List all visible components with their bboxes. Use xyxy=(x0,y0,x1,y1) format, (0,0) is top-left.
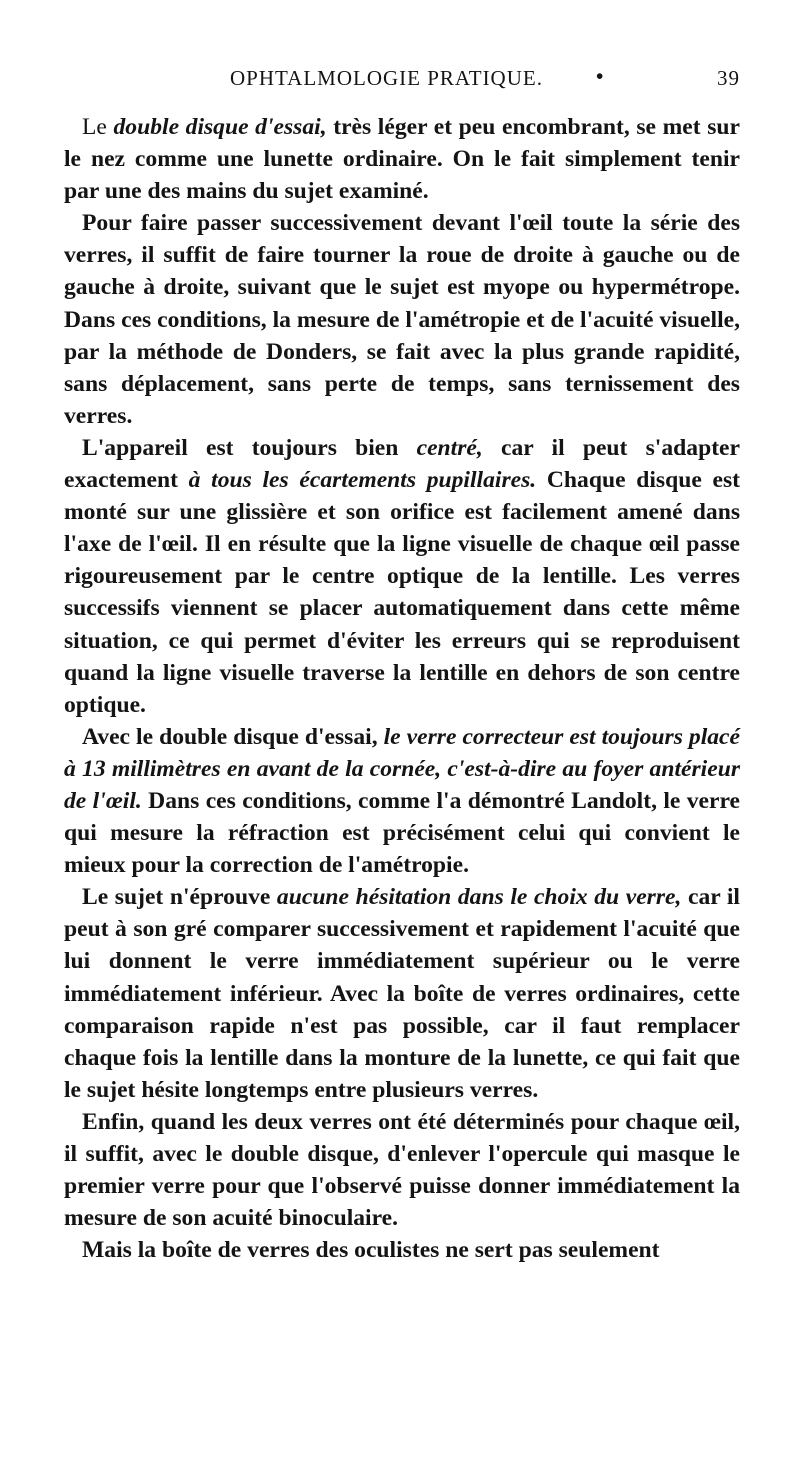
paragraph-3-emphasis-1: centré, xyxy=(416,434,483,461)
paragraph-2: Pour faire passer successivement devant l'œil toute la série des verres, il suffit de faire tourner la roue de droite à gauche ou de gauche à droite, suivant que le sujet est myope ou hypermétrope. Dans ces conditions, la mesure de l'amétropie et de l'acuité visuelle, par la méthode de Donders, se fait avec la plus grande rapidité, sans déplacement, sans perte de temps, sans ternissement des verres. xyxy=(64,210,740,429)
paragraph-4 xyxy=(64,721,740,881)
paragraph-5-rest: car il peut à son gré comparer successivement et rapidement l'acuité que lui donnent le verre immédiatement supérieur ou le verre immédiatement inférieur. Avec la boîte de verres ordinaires, cette comparaison rapide n'est pas possible, car il faut remplacer chaque fois la lentille dans la monture de la lunette, ce qui fait que le sujet hésite longtemps entre plusieurs verres. xyxy=(64,884,740,1103)
paragraph-3 xyxy=(64,432,740,721)
paragraph-3-lead: L'appareil est toujours bien xyxy=(82,434,417,461)
paragraph-4-rest: Dans ces conditions, comme l'a démontré Landolt, le verre qui mesure la réfraction est précisément celui qui convient le mieux pour la correction de l'amétropie. xyxy=(64,787,741,879)
paragraph-7: Mais la boîte de verres des oculistes ne sert pas seulement xyxy=(82,1237,660,1264)
paragraph-4-emphasis: le verre correcteur est toujours placé à 13 millimètres en avant de la cornée, c'est-à-dire au foyer antérieur de l'œil. xyxy=(64,723,740,814)
page-number: 39 xyxy=(717,66,740,90)
paragraph-4-lead: Avec le double disque d'essai, xyxy=(82,723,384,750)
paragraph-1 xyxy=(64,111,740,207)
body-text xyxy=(64,111,740,1266)
paragraph-5-emphasis: aucune hésitation dans le choix du verre, xyxy=(276,884,682,911)
paragraph-5-lead: Le sujet n'éprouve xyxy=(82,884,277,911)
paragraph-1-emphasis: double disque d'essai, xyxy=(113,114,327,140)
running-title: OPHTALMOLOGIE PRATIQUE. xyxy=(230,66,543,90)
running-header xyxy=(64,64,740,98)
paragraph-3-mid: car il peut s'adapter exactement xyxy=(64,434,740,494)
paragraph-1-rest: très léger et peu encombrant, se met sur le nez comme une lunette ordinaire. On le fait simplement tenir par une des mains du sujet examiné. xyxy=(64,114,740,205)
header-ornament: • xyxy=(596,64,605,88)
paragraph-3-rest: Chaque disque est monté sur une glissière et son orifice est facilement amené dans l'axe de l'œil. Il en résulte que la ligne visuelle de chaque œil passe rigoureusement par le centre optique de la lentille. Les verres successifs viennent se placer automatiquement dans cette même situation, ce qui permet d'éviter les erreurs qui se reproduisent quand la ligne visuelle traverse la lentille en dehors de son centre optique. xyxy=(64,467,741,718)
paragraph-1-lead: Le xyxy=(82,114,114,140)
paragraph-3-emphasis-2: à tous les écartements pupillaires. xyxy=(188,467,537,494)
paragraph-5 xyxy=(64,881,740,1106)
paragraph-6: Enfin, quand les deux verres ont été déterminés pour chaque œil, il suffit, avec le double disque, d'enlever l'opercule qui masque le premier verre pour que l'observé puisse donner immédiatement la mesure de son acuité binoculaire. xyxy=(64,1108,740,1232)
